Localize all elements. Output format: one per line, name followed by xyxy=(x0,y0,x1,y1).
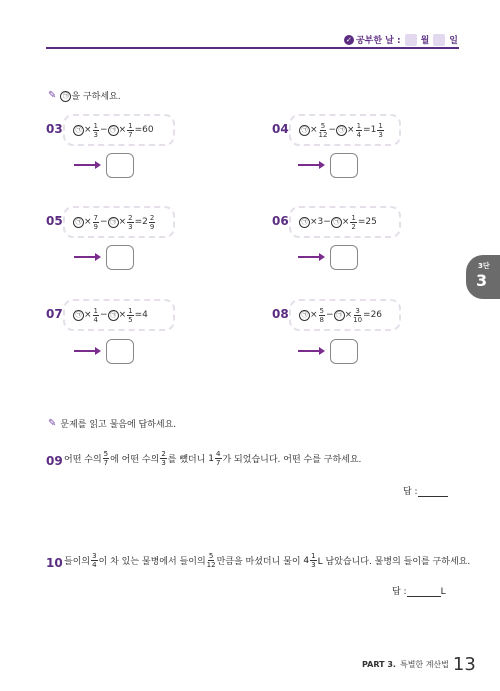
problem-box: ㉠ × $\frac{1}{3}$ − ㉠ × $\frac{1}{7}$ = 60 xyxy=(63,114,175,146)
answer-box[interactable] xyxy=(106,153,134,178)
footer-title: 특별한 계산법 xyxy=(399,660,449,669)
month-box[interactable] xyxy=(405,34,417,46)
answer-box[interactable] xyxy=(330,339,358,364)
check-circle-icon: ✓ xyxy=(344,35,354,45)
answer-box[interactable] xyxy=(106,245,134,270)
word-problem-text: 어떤 수의 $\frac{5}{7}$ 에 어떤 수의 $\frac{2}{3}$ 를 뺐더니 1 $\frac{4}{7}$ 가 되었습니다. 어떤 수를 구하세요. xyxy=(64,450,362,467)
answer-line[interactable] xyxy=(392,584,446,597)
problem-box: ㉠ × $\frac{5}{8}$ − ㉠ × $\frac{3}{10}$ = 26 xyxy=(289,299,401,331)
chapter-tab xyxy=(466,255,500,299)
answer-box[interactable] xyxy=(330,153,358,178)
instruction-text: 을 구하세요. xyxy=(71,92,121,102)
arrow-icon xyxy=(74,350,96,352)
word-problem-text: 들이의 $\frac{3}{4}$ 이 차 있는 물병에서 들이의 $\frac{5}{12}$ 만큼을 마셨더니 물이 4 $\frac{1}{3}$ L 남았습니다. 물병의 들이를 구하세요. xyxy=(64,552,471,569)
problem-number: 06 xyxy=(272,214,289,228)
section1-instruction xyxy=(48,89,121,102)
study-date xyxy=(344,33,458,46)
problem-number: 09 xyxy=(46,454,63,468)
answer-label: 답 : xyxy=(403,487,418,497)
arrow-icon xyxy=(298,256,320,258)
section2-instruction xyxy=(48,417,176,430)
problem-box: ㉠ × $\frac{7}{9}$ − ㉠ × $\frac{2}{3}$ = 2 $\frac{2}{9}$ xyxy=(63,206,175,238)
problem-number: 07 xyxy=(46,307,63,321)
problem-number: 10 xyxy=(46,556,63,570)
answer-line[interactable] xyxy=(403,484,448,497)
problem-box: ㉠ × 3 − ㉠ × $\frac{1}{2}$ = 25 xyxy=(289,206,401,238)
page-number: 13 xyxy=(452,654,476,675)
pencil-icon: ✎ xyxy=(48,90,57,101)
chapter-tab-small: 3단 xyxy=(478,262,490,270)
problem-box: ㉠ × $\frac{5}{12}$ − ㉠ × $\frac{1}{4}$ = 1 $\frac{1}{3}$ xyxy=(289,114,401,146)
problem-number: 08 xyxy=(272,307,289,321)
arrow-icon xyxy=(298,350,320,352)
circle-symbol: ㉠ xyxy=(60,91,71,102)
problem-number: 03 xyxy=(46,122,63,136)
instruction-text: 문제를 읽고 물음에 답하세요. xyxy=(60,420,177,430)
problem-number: 05 xyxy=(46,214,63,228)
pencil-icon: ✎ xyxy=(48,418,57,429)
problem-box: ㉠ × $\frac{1}{4}$ − ㉠ × $\frac{1}{5}$ = 4 xyxy=(63,299,175,331)
answer-box[interactable] xyxy=(106,339,134,364)
day-label: 일 xyxy=(449,36,458,46)
problem-number: 04 xyxy=(272,122,289,136)
arrow-icon xyxy=(298,164,320,166)
answer-unit: L xyxy=(440,587,446,597)
month-label: 월 xyxy=(420,36,430,46)
studied-label: 공부한 날 : xyxy=(355,36,401,46)
answer-label: 답 : xyxy=(392,587,407,597)
footer xyxy=(362,654,476,675)
arrow-icon xyxy=(74,164,96,166)
chapter-tab-number: 3 xyxy=(476,271,488,290)
day-box[interactable] xyxy=(433,34,445,46)
arrow-icon xyxy=(74,256,96,258)
answer-box[interactable] xyxy=(330,245,358,270)
header-rule xyxy=(46,47,459,49)
footer-part: PART 3. xyxy=(362,660,396,669)
